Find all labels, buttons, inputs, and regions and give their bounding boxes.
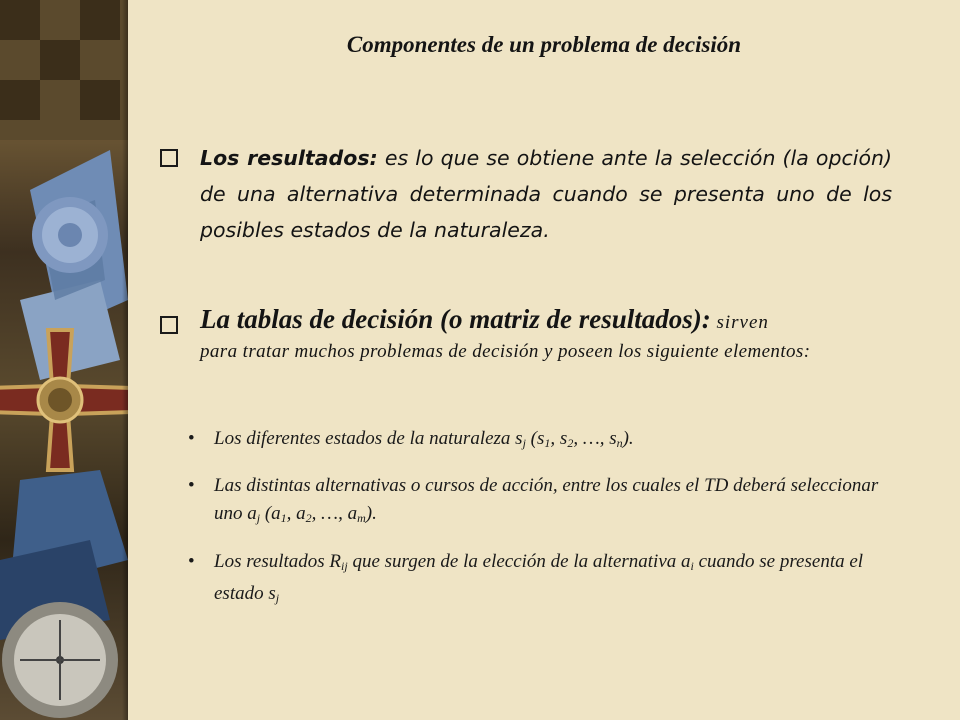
bullet-body-first: sirven (710, 312, 769, 333)
sub-item-text: Las distintas alternativas o cursos de acción, entre los cuales el TD deberá seleccionar uno $a_j$ ($a_1$, $a_2$, …, $a_m$). (214, 475, 879, 525)
decorative-medal-image (0, 0, 128, 720)
sub-item-estados (188, 425, 888, 457)
slide-title: Componentes de un problema de decisión (346, 32, 742, 57)
bullet-resultados (160, 140, 892, 248)
bullet-body-rest: para tratar muchos problemas de decisión y poseen los siguiente elementos: (200, 341, 811, 362)
bullet-lead: Los resultados: (200, 146, 378, 170)
bullet-dot: • (188, 475, 195, 496)
sub-item-alternativas (188, 472, 888, 532)
bullet-tablas-decision (160, 305, 892, 367)
sub-item-text: Los diferentes estados de la naturaleza $s_j$ ($s_1$, $s_2$, …, $s_n$). (214, 428, 634, 450)
sub-item-resultados (188, 548, 888, 612)
bullet-lead: La tablas de decisión (o matriz de resultados): (200, 304, 711, 334)
bullet-text (200, 140, 892, 248)
square-bullet-icon (160, 149, 178, 167)
bullet-text (200, 305, 892, 367)
sub-item-text: Los resultados $R_{ij}$ que surgen de la elección de la alternativa $a_i$ cuando se presenta el estado $s_j$ (214, 551, 864, 605)
square-bullet-icon (160, 316, 178, 334)
bullet-body: es lo que se obtiene ante la selección (la opción) de una alternativa determinada cuando se presenta uno de los posibles estados de la naturaleza. (200, 146, 892, 242)
bullet-dot: • (188, 428, 195, 449)
bullet-dot: • (188, 551, 195, 572)
medal-illustration (0, 0, 128, 720)
